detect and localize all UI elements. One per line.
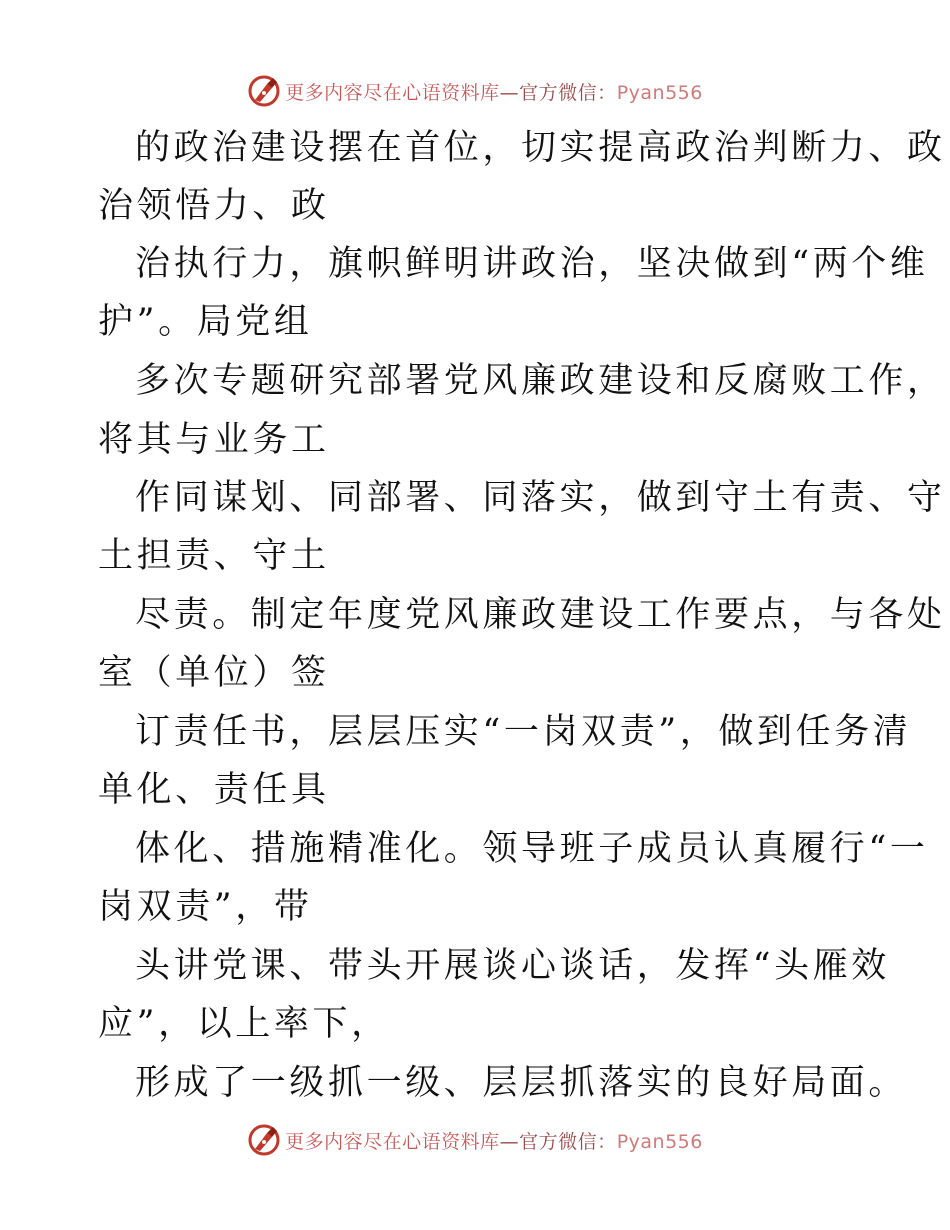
text-line: 订责任书，层层压实“一岗双责”，做到任务清 [135, 712, 912, 752]
watermark-wechat-id: Pyan556 [616, 81, 703, 104]
text-line: 体化、措施精准化。领导班子成员认真履行“一 [135, 829, 929, 869]
pen-nib-icon [247, 74, 281, 108]
text-line: 将其与业务工 [98, 420, 330, 460]
header-watermark [0, 71, 950, 111]
text-line: 单化、责任具 [98, 770, 330, 810]
text-line: 头讲党课、带头开展谈心谈话，发挥“头雁效 [135, 946, 890, 986]
text-line: 形成了一级抓一级、层层抓落实的良好局面。 [135, 1063, 908, 1103]
watermark-separator: — [499, 81, 520, 104]
text-line: 治领悟力、政 [98, 186, 330, 226]
watermark-title: 更多内容尽在心语资料库 [285, 81, 500, 104]
text-line: 的政治建设摆在首位，切实提高政治判断力、政 [135, 128, 946, 168]
text-line: 土担责、守土 [98, 536, 330, 576]
watermark-separator: — [499, 1130, 520, 1153]
text-line: 室（单位）签 [98, 653, 330, 693]
text-line: 治执行力，旗帜鲜明讲政治，坚决做到“两个维 [135, 244, 929, 284]
watermark-wechat-id: Pyan556 [616, 1130, 703, 1153]
footer-watermark [0, 1120, 950, 1160]
text-line: 尽责。制定年度党风廉政建设工作要点，与各处 [135, 595, 946, 635]
text-line: 岗双责”，带 [98, 887, 313, 927]
watermark-title: 更多内容尽在心语资料库 [285, 1130, 500, 1153]
watermark-wechat-label: 官方微信： [519, 81, 617, 104]
text-line: 护”。局党组 [98, 302, 313, 342]
pen-nib-icon [247, 1123, 281, 1157]
text-line: 应”，以上率下， [98, 1004, 390, 1044]
watermark-wechat-label: 官方微信： [519, 1130, 617, 1153]
text-line: 多次专题研究部署党风廉政建设和反腐败工作， [135, 361, 946, 401]
text-line: 作同谋划、同部署、同落实，做到守土有责、守 [135, 478, 946, 518]
